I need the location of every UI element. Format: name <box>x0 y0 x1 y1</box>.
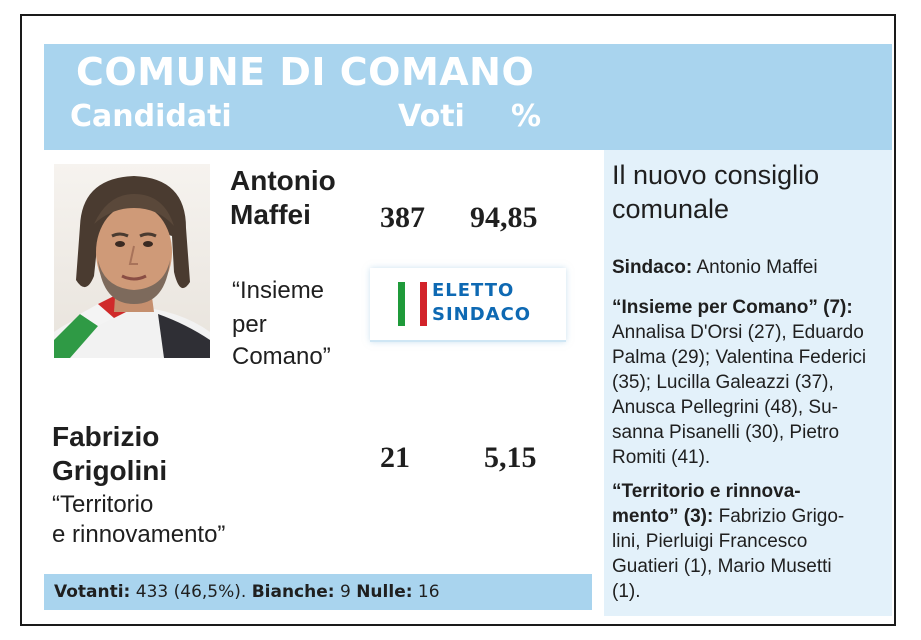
column-header-votes: Voti <box>398 99 465 134</box>
council-title-line: Il nuovo consiglio <box>612 160 820 190</box>
italian-flag-icon <box>398 282 428 326</box>
candidate-list-line: “Insieme <box>232 277 325 304</box>
list1-heading <box>612 296 853 321</box>
blank-ballots-value: 9 <box>334 582 357 602</box>
candidate-name-line: Antonio <box>230 165 336 196</box>
candidate-list-line: Comano” <box>232 343 331 370</box>
list2-heading-text: mento” (3): <box>612 506 714 527</box>
candidate-photo <box>54 164 210 358</box>
council-member-line: Palma (29); Valentina Federici <box>612 347 867 368</box>
council-title-line: comunale <box>612 194 730 224</box>
council-member-line: sanna Pisanelli (30), Pietro <box>612 422 840 443</box>
turnout-summary <box>54 582 440 602</box>
council-member-line: Anusca Pellegrini (48), Su- <box>612 397 838 418</box>
council-member-text: Fabrizio Grigo- <box>713 506 845 527</box>
mayor-value: Antonio Maffei <box>692 257 818 278</box>
list1-heading-text: “Insieme per Comano” (7): <box>612 297 853 318</box>
candidate-name-line: Fabrizio <box>52 421 160 452</box>
council-member-line: Annalisa D'Orsi (27), Eduardo <box>612 322 864 343</box>
council-member-line: lini, Pierluigi Francesco <box>612 531 808 552</box>
council-member-line: (1). <box>612 581 641 602</box>
candidate-percent: 5,15 <box>484 441 537 474</box>
column-header-candidates: Candidati <box>70 99 232 134</box>
council-member-line: Romiti (41). <box>612 447 711 468</box>
candidate-votes: 387 <box>380 201 425 234</box>
blank-ballots-label: Bianche: <box>251 582 335 602</box>
badge-text-line: ELETTO <box>432 280 515 301</box>
candidate-name-line: Grigolini <box>52 455 168 486</box>
candidate-list-line: e rinnovamento” <box>52 521 226 548</box>
mayor-line <box>612 256 818 281</box>
candidate-votes: 21 <box>380 441 410 474</box>
voters-value: 433 (46,5%). <box>130 582 252 602</box>
mayor-label: Sindaco: <box>612 257 693 278</box>
elected-mayor-badge <box>370 268 566 342</box>
page-title: COMUNE DI COMANO <box>76 50 535 94</box>
candidate-list-line: per <box>232 311 267 338</box>
candidate-list-line: “Territorio <box>52 491 154 518</box>
council-member-line: Guatieri (1), Mario Musetti <box>612 556 832 577</box>
list2-heading-text: “Territorio e rinnova- <box>612 481 801 502</box>
candidate-name-line: Maffei <box>230 199 311 230</box>
council-title <box>612 158 819 226</box>
null-ballots-label: Nulle: <box>356 582 413 602</box>
null-ballots-value: 16 <box>412 582 440 602</box>
badge-text-line: SINDACO <box>432 304 532 325</box>
voters-label: Votanti: <box>54 582 131 602</box>
list2-heading <box>612 480 801 505</box>
column-header-percent: % <box>511 99 542 134</box>
council-member-line: (35); Lucilla Galeazzi (37), <box>612 372 834 393</box>
council-member-line <box>612 505 844 530</box>
candidate-percent: 94,85 <box>470 201 538 234</box>
